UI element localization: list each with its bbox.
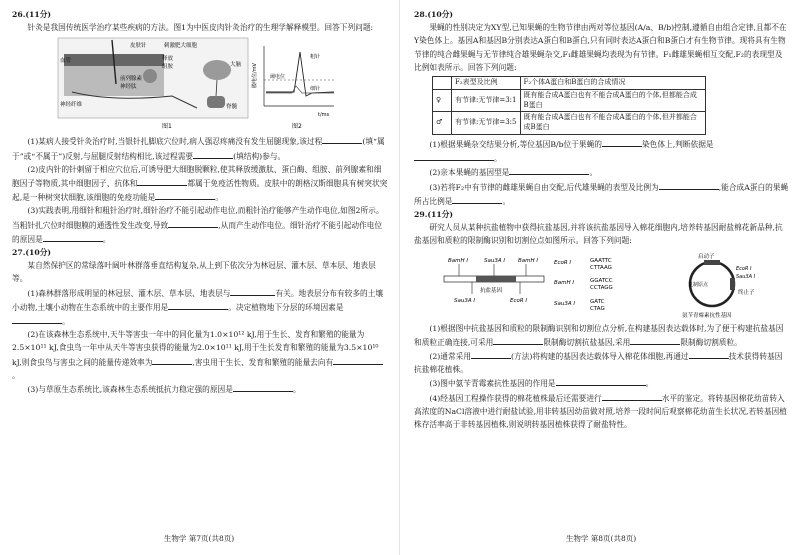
q28-part1: (1)根据果蝇杂交结果分析,等位基因B/b位于果蝇的 染色体上,判断依据是。 — [414, 137, 790, 165]
gene-plasmid-figure — [414, 250, 790, 320]
fig2-xlabel: t/ms — [318, 112, 330, 119]
figure-3 — [414, 250, 790, 320]
table-header-row — [433, 77, 706, 90]
label-hist: 组胺 — [162, 64, 174, 71]
q27-part1: (1)森林群落形成明显的林冠层、灌木层、草本层、地表层与 有关。地表层分布有较多的土壤小动物,土壤小动物在生态系统中的主要作用是 。决定植物地下分层的环境因素是。 — [12, 286, 388, 329]
q26-part1: (1)某病人接受针灸治疗时,当银针扎脚底穴位时,病人强忍疼痛没有发生屈腿现象,该过程 (填“属于”或“不属于”)反射,与屈腿反射结构相比,该过程需要 (填结构)参与。 — [12, 134, 388, 162]
fig2-ylabel: 膜电位/mV — [252, 63, 258, 89]
fig2-label-thin: 细针 — [310, 86, 321, 93]
label-nerve: 神经纤维 — [60, 102, 83, 109]
table-desc: 既有能合成A蛋白也有不能合成A蛋白的个体,但并都能合成B蛋白 — [520, 112, 705, 135]
label-sau3a1-a: Sau3A Ⅰ — [484, 257, 505, 264]
seq-bamh1-top: GGATCC — [590, 277, 613, 284]
label-needle: 皮肤针 — [130, 43, 147, 50]
q29-part1: (1)根据图中抗盐基因和质粒的限制酶识别和切割位点分析,在构建基因表达载体时,为了便于构建抗盐基因和质粒正确连接,可采用 限制酶切割抗盐基因,采用 限制酶切割质粒。 — [414, 323, 784, 347]
label-release: 释放 — [162, 56, 174, 63]
fig2-label-threshold: 阈电位 — [270, 74, 286, 81]
label-terminator: 终止子 — [738, 289, 755, 296]
q26-part2: (2)皮内针的针刺留于相应穴位后,可诱导肥大细胞脱颗粒,使其释放缓激肽、蛋白酶、组胺、前列腺素和细胞因子等物质,其中细胞因子、抗体和 都属于免疫活性物质。皮肤中的朗格汉斯细胞具有树突状突起,是一种树突状细胞,该细胞的免疫功能是 。 — [12, 164, 388, 203]
label-mast: 刺激肥大细胞 — [164, 43, 198, 50]
label-spine: 脊髓 — [226, 104, 238, 111]
spine-shape — [207, 96, 225, 108]
label-bamh1-a: BamH Ⅰ — [448, 257, 469, 264]
q28-part2: (2)亲本果蝇的基因型是 。 — [414, 165, 790, 179]
q26-part3: (3)实践表明,用细针和粗针治疗时,细针治疗不能引起动作电位,而粗针治疗能够产生动作电位,如图2所示。当粗针扎穴位时细胞膜的通透性发生改变,导致 ,从而产生动作电位。细针治疗不能引起动作电位的原因是 。 — [12, 206, 384, 244]
brain-shape — [203, 60, 231, 80]
table-sex: ♀ — [433, 89, 452, 112]
seq-bamh1-label: BamH Ⅰ — [554, 279, 575, 286]
mast-cell — [143, 69, 157, 83]
label-gene: 抗盐基因 — [480, 287, 503, 294]
table-head-desc: F₂个体A蛋白和B蛋白的合成情况 — [520, 77, 705, 90]
label-ecor1-a: EcoR Ⅰ — [510, 297, 528, 304]
table-ratio: 有节律:无节律=3:1 — [452, 89, 521, 112]
acupuncture-figure — [12, 36, 388, 132]
table-row — [433, 89, 706, 112]
seq-sau3a1-bottom: CTAG — [590, 305, 605, 312]
fig2-caption: 图2 — [292, 123, 302, 131]
q29-part3: (3)图中氨苄青霉素抗性基因的作用是 。 — [414, 376, 790, 390]
label-bamh1-b: BamH Ⅰ — [518, 257, 539, 264]
seq-ecor1-label: EcoR Ⅰ — [554, 259, 572, 266]
q26-intro: 针灸是我国传统医学治疗某些疾病的方法。图1为中医皮肉针灸治疗的生理学解释模型。回答下列问题: — [27, 23, 374, 33]
table-sex: ♂ — [433, 112, 452, 135]
label-resistance: 氨苄青霉素抗性基因 — [682, 312, 732, 319]
q27-title: 27.(10分) — [12, 248, 52, 258]
label-prostag: 前列腺素 — [120, 76, 143, 83]
label-vessel: 血管 — [60, 58, 72, 65]
q29-part2: (2)通常采用 (方法)将构建的基因表达载体导入棉花体细胞,再通过 技术获得转基因抗盐棉花植株。 — [414, 349, 790, 376]
gene-region — [476, 276, 516, 282]
label-mediators: 神经肽 — [120, 84, 137, 91]
left-page — [0, 0, 398, 555]
label-brain: 大脑 — [230, 62, 242, 69]
fig2-label-thick: 粗针 — [310, 54, 321, 61]
label-sau3a1-b: Sau3A Ⅰ — [454, 297, 475, 304]
q29-part4: (4)经基因工程操作获得的棉花植株最后还需要进行 水平的鉴定。将转基因棉花幼苗转入高浓度的NaCl溶液中进行耐盐试验,用非转基因幼苗做对照,培养一段时间后观察棉花幼苗生长状况,若转基因植株存活率高于非转基因植株,则说明转基因植株获得了耐盐特性。 — [414, 391, 790, 432]
label-promoter: 启动子 — [698, 253, 715, 260]
page-divider — [399, 0, 400, 555]
q27-intro: 某自然保护区的常绿落叶阔叶林群落垂直结构复杂,从上到下依次分为林冠层、灌木层、草本层、地表层等。 — [12, 261, 376, 284]
f2-table — [432, 76, 706, 135]
left-footer: 生物学 第7页(共8页) — [163, 533, 235, 543]
q28-title: 28.(10分) — [414, 10, 454, 19]
q27-part2: (2)在该森林生态系统中,天牛等害虫一年中的同化量为1.0×10¹² kJ,用于生长、发育和繁殖的能量为2.5×10¹¹ kJ,食虫鸟一年中从天牛等害虫获得的能量为2.0×10¹¹ kJ,用于生长发育和繁殖的能量为3.5×10¹⁰ kJ,则食虫鸟与害虫之间的能量传递效率为 ,害虫用于生长、发育和繁殖的能量去向有。 — [12, 328, 388, 382]
label-sau3a1-plasmid: Sau3A Ⅰ — [736, 273, 756, 280]
seq-bamh1-bottom: CCTAGG — [590, 284, 613, 291]
terminator-box — [730, 278, 735, 290]
seq-ecor1-top: GAATTC — [590, 257, 612, 264]
fig1-caption: 图1 — [162, 123, 172, 131]
right-page — [402, 0, 800, 555]
figure-1-2 — [12, 36, 388, 132]
q28-part3: (3)若将F₂中有节律的雌雄果蝇自由交配,后代雄果蝇的表型及比例为 ,能合成A蛋白的果蝇所占比例是 。 — [414, 180, 790, 208]
q27-part3: (3)与草原生态系统比,该森林生态系统抵抗力稳定强的原因是 。 — [12, 382, 388, 396]
table-desc: 既有能合成A蛋白也有不能合成A蛋白的个体,但都能合成B蛋白 — [520, 89, 705, 112]
table-ratio: 有节律:无节律=3:5 — [452, 112, 521, 135]
label-origin: 复制原点 — [688, 281, 709, 288]
seq-sau3a1-label: Sau3A Ⅰ — [554, 300, 575, 307]
seq-sau3a1-top: GATC — [590, 298, 605, 305]
q26-title: 26.(11分) — [12, 10, 52, 19]
q29-title: 29.(11分) — [414, 210, 454, 220]
q28-intro: 果蝇的性别决定为XY型,已知果蝇的生物节律由两对等位基因(A/a、B/b)控制,遵循自由组合定律,且都不在Y染色体上。基因A和基因B分别表达A蛋白和B蛋白,只有同时表达A蛋白和B蛋白才有生物节律。现将具有生物节律的纯合雌果蝇与无节律纯合雄果蝇杂交,F₁雌雄果蝇均表现为有节律。F₁雌雄果蝇相互交配,F₂的表现型及比例如表所示。回答下列问题: — [414, 23, 787, 72]
table-row — [433, 112, 706, 135]
promoter-box — [704, 260, 720, 265]
table-head-ratio: F₂表型及比例 — [452, 77, 521, 90]
right-footer: 生物学 第8页(共8页) — [565, 533, 637, 543]
seq-ecor1-bottom: CTTAAG — [590, 264, 612, 271]
q29-intro: 研究人员从某种抗盐植物中获得抗盐基因,并将该抗盐基因导入棉花细胞内,培养转基因耐盐棉花新品种,抗盐基因和质粒的限制酶识别和切割位点如图所示。回答下列问题: — [414, 223, 783, 246]
label-ecor1-plasmid: EcoR Ⅰ — [736, 265, 752, 272]
